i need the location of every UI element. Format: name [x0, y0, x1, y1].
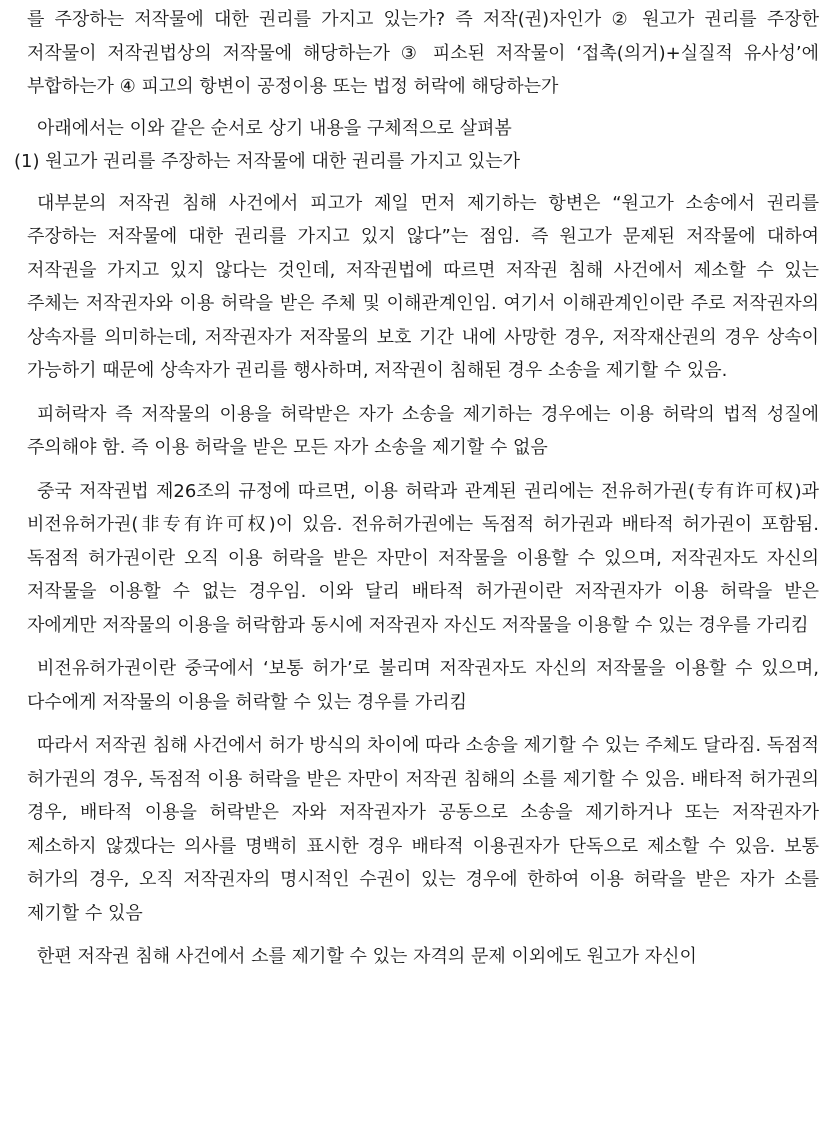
body-paragraph: 대부분의 저작권 침해 사건에서 피고가 제일 먼저 제기하는 항변은 “원고가 소송에서 권리를 주장하는 저작물에 대한 권리를 가지고 있지 않다”는 점임. 즉 원고가 문제된 저작물에 대하여 저작권을 가지고 있지 않다는 것인데, 저작권법에 따르면 저작권 침해 사건에서 제소할 수 있는 주체는 저작권자와 이용 허락을 받은 주체 및 이해관계인임. 여기서 이해관계인이란 주로 저작권자의 상속자를 의미하는데, 저작권자가 저작물의 보호 기간 내에 사망한 경우, 저작재산권의 경우 상속이 가능하기 때문에 상속자가 권리를 행사하며, 저작권이 침해된 경우 소송을 제기할 수 있음.: [27, 192, 819, 381]
intro-continuation-paragraph: 를 주장하는 저작물에 대한 권리를 가지고 있는가? 즉 저작(권)자인가 ② 원고가 권리를 주장한 저작물이 저작권법상의 저작물에 해당하는가 ③ 피소된 저작물이 ‘접촉(의거)+실질적 유사성’에 부합하는가 ④ 피고의 항변이 공정이용 또는 법정 허락에 해당하는가: [27, 9, 819, 97]
body-paragraph: 한편 저작권 침해 사건에서 소를 제기할 수 있는 자격의 문제 이외에도 원고가 자신이: [37, 946, 697, 967]
intro-summary-paragraph: 아래에서는 이와 같은 순서로 상기 내용을 구체적으로 살펴봄: [37, 117, 512, 139]
body-paragraph: 피허락자 즉 저작물의 이용을 허락받은 자가 소송을 제기하는 경우에는 이용 허락의 법적 성질에 주의해야 함. 즉 이용 허락을 받은 모든 자가 소송을 제기할 수 없음: [27, 403, 819, 458]
body-paragraph: 따라서 저작권 침해 사건에서 허가 방식의 차이에 따라 소송을 제기할 수 있는 주체도 달라짐. 독점적 허가권의 경우, 독점적 이용 허락을 받은 자만이 저작권 침해의 소를 제기할 수 있음. 배타적 허가권의 경우, 배타적 이용을 허락받은 자와 저작권자가 공동으로 소송을 제기하거나 또는 저작권자가 제소하지 않겠다는 의사를 명백히 표시한 경우 배타적 이용권자가 단독으로 제소할 수 있음. 보통 허가의 경우, 오직 저작권자의 명시적인 수권이 있는 경우에 한하여 이용 허락을 받은 자가 소를 제기할 수 있음: [27, 735, 819, 924]
body-paragraph: 중국 저작권법 제26조의 규정에 따르면, 이용 허락과 관계된 권리에는 전유허가권(专有许可权)과 비전유허가권(非专有许可权)이 있음. 전유허가권에는 독점적 허가권과 배타적 허가권이 포함됨. 독점적 허가권이란 오직 이용 허락을 받은 자만이 저작물을 이용할 수 있으며, 저작권자도 자신의 저작물을 이용할 수 없는 경우임. 이와 달리 배타적 허가권이란 저작권자가 이용 허락을 받은 자에게만 저작물의 이용을 허락함과 동시에 저작권자 자신도 저작물을 이용할 수 있는 경우를 가리킴: [27, 480, 819, 636]
document-body: [14, 3, 819, 974]
body-paragraph: 비전유허가권이란 중국에서 ‘보통 허가’로 불리며 저작권자도 자신의 저작물을 이용할 수 있으며, 다수에게 저작물의 이용을 허락할 수 있는 경우를 가리킴: [27, 658, 819, 713]
section-heading: (1) 원고가 권리를 주장하는 저작물에 대한 권리를 가지고 있는가: [14, 151, 520, 172]
